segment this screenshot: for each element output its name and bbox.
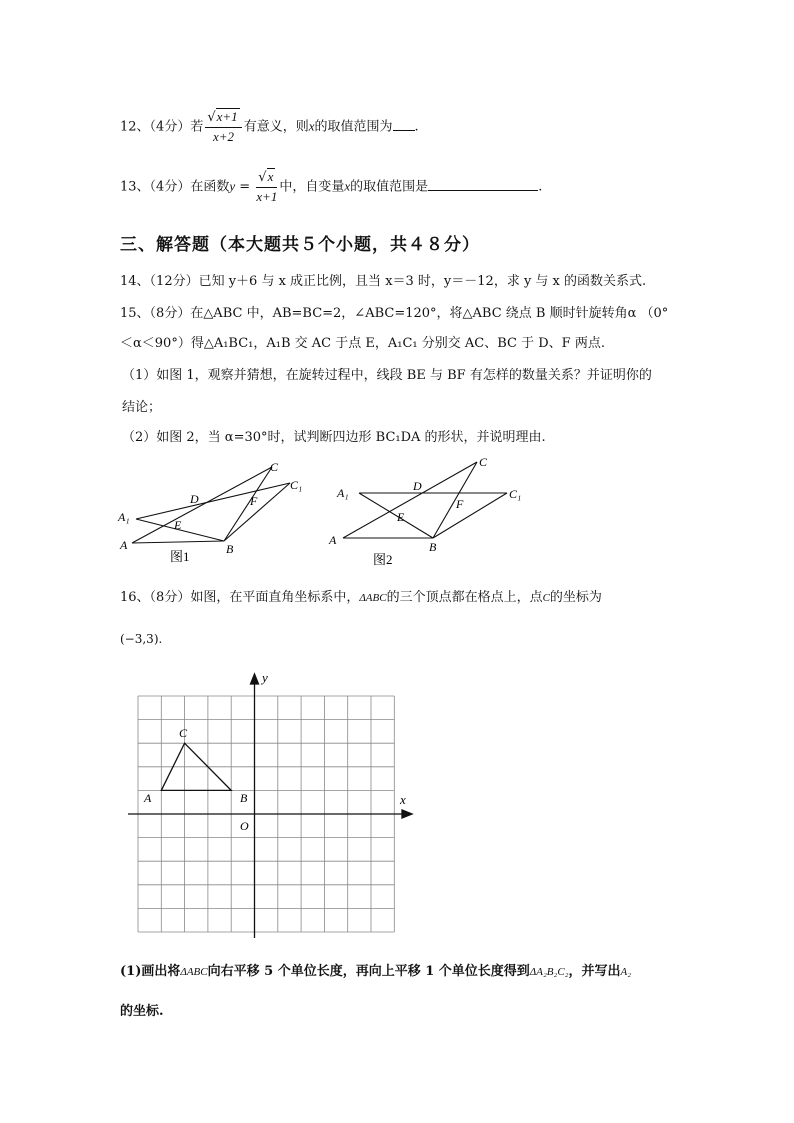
fig1-label-C: C xyxy=(270,460,279,474)
q16-text-a: 16、（8分）如图，在平面直角坐标系中， xyxy=(120,590,360,605)
q13-number: 13、 xyxy=(120,179,150,195)
x-axis-arrow xyxy=(402,810,412,818)
q15-figure-1 xyxy=(112,455,322,570)
fig2-label-F: F xyxy=(456,497,464,511)
question-15-line1: 15、（8分）在△ABC 中，AB=BC=2，∠ABC=120°，将△ABC 绕点 B 顺时针旋转角α （0° xyxy=(120,306,669,321)
q12-tail1: 有意义，则 xyxy=(243,119,309,135)
q16-triangle: ΔABC xyxy=(359,592,387,604)
q16-part1-line2: 的坐标. xyxy=(120,1004,164,1019)
fig1-label-C1: C₁ xyxy=(290,478,303,492)
fig2-label-B: B xyxy=(429,540,437,554)
graph-label-origin: O xyxy=(240,819,249,833)
fig2-label-C: C xyxy=(479,455,488,469)
fig2-seg-BC1 xyxy=(433,493,507,538)
question-12 xyxy=(120,108,419,146)
fig1-label-A: A xyxy=(120,538,128,552)
q12-answer-blank[interactable] xyxy=(393,117,415,131)
graph-label-b: B xyxy=(240,791,248,805)
question-15-line2: ＜α＜90°）得△A₁BC₁，A₁B 交 AC 于点 E，A₁C₁ 分别交 AC、BC 于 D、F 两点. xyxy=(120,336,605,351)
q16-part1-pt: A₂ xyxy=(620,966,632,978)
fig1-label-B: B xyxy=(226,542,234,556)
q12-var: x xyxy=(308,118,315,134)
q16-text-c: 的坐标为 xyxy=(549,590,602,605)
fig2-label-D: D xyxy=(413,479,422,493)
fig2-label-E: E xyxy=(397,510,405,524)
fig2-seg-A1B xyxy=(359,493,433,538)
fig1-seg-BC1 xyxy=(224,483,290,541)
q16-part1-a: (1)画出将 xyxy=(120,964,181,979)
q16-part1-tri2: ΔA₂B₂C₂ xyxy=(529,966,569,978)
q13-end: . xyxy=(538,179,543,195)
fig2-label-C1: C₁ xyxy=(509,487,522,501)
graph-label-a: A xyxy=(144,791,152,805)
q16-text-b: 的三个顶点都在格点上，点 xyxy=(386,590,543,605)
q12-denominator: x+2 xyxy=(212,129,235,144)
q12-number: 12、 xyxy=(120,119,150,135)
q13-tail2: 的取值范围是 xyxy=(350,179,429,195)
q12-sqrt-arg: x+1 xyxy=(216,109,238,124)
q15-figure-2 xyxy=(325,452,540,572)
q12-score: （4分） xyxy=(149,119,191,135)
fig2-seg-BC xyxy=(433,462,477,538)
q16-part1-b: 向右平移 5 个单位长度，再向上平移 1 个单位长度得到 xyxy=(207,964,530,979)
fig2-label-A: A xyxy=(329,533,337,547)
section-3-title: 三、解答题（本大题共５个小题，共４８分） xyxy=(120,235,480,255)
question-14: 14、（12分）已知 y＋6 与 x 成正比例，且当 x＝3 时，y＝－12，求 y 与 x 的函数关系式. xyxy=(120,274,647,289)
q16-part1-line1 xyxy=(120,960,631,979)
graph-label-y: y xyxy=(262,670,268,685)
y-axis-arrow xyxy=(251,674,259,684)
fig2-label-A1: A₁ xyxy=(337,486,349,500)
fig1-label-F: F xyxy=(250,494,258,508)
fig2-caption: 图2 xyxy=(373,552,393,567)
q13-var: x xyxy=(344,178,351,194)
q16-point-c: C xyxy=(542,592,550,604)
graph-label-c: C xyxy=(179,726,188,740)
fig1-label-E: E xyxy=(174,518,182,532)
q12-tail2: 的取值范围为 xyxy=(314,119,393,135)
q13-y: y xyxy=(229,178,236,194)
q13-sqrt-arg: x xyxy=(267,169,274,184)
q13-answer-blank[interactable] xyxy=(428,177,538,191)
q12-lead: 若 xyxy=(190,119,204,135)
q16-coord: (−3,3). xyxy=(120,632,163,646)
q13-lead: 在函数 xyxy=(190,179,230,195)
fig1-seg-BC xyxy=(224,467,272,541)
fig1-seg-A1C1 xyxy=(136,483,290,519)
fig1-caption: 图1 xyxy=(170,549,190,564)
question-16-line1 xyxy=(120,586,602,605)
q16-coordinate-grid xyxy=(128,668,418,938)
q13-tail1: 中，自变量 xyxy=(279,179,345,195)
question-15-part1-line2: 结论； xyxy=(122,400,162,415)
q12-fraction: $\frac{√x+1}{x+2}$ xyxy=(205,108,241,146)
question-13 xyxy=(120,168,542,206)
q13-denominator: x+1 xyxy=(256,189,278,204)
q13-fraction: $\frac{√x}{x+1}$ xyxy=(256,169,278,204)
q13-score: （4分） xyxy=(149,179,191,195)
fig1-label-D: D xyxy=(190,492,199,506)
question-15-part2: （2）如图 2，当 α=30°时，试判断四边形 BC₁DA 的形状，并说明理由. xyxy=(122,430,546,445)
fig1-seg-AB xyxy=(132,541,224,543)
q16-part1-tri: ΔABC xyxy=(180,966,208,978)
q13-eq: = xyxy=(235,179,255,195)
fig1-label-A1: A₁ xyxy=(118,510,130,524)
graph-label-x: x xyxy=(400,792,406,807)
question-15-part1-line1: （1）如图 1，观察并猜想，在旋转过程中，线段 BE 与 BF 有怎样的数量关系？并证明你的 xyxy=(122,368,652,383)
q12-end: . xyxy=(414,119,419,135)
q16-part1-c: ，并写出 xyxy=(568,964,621,979)
